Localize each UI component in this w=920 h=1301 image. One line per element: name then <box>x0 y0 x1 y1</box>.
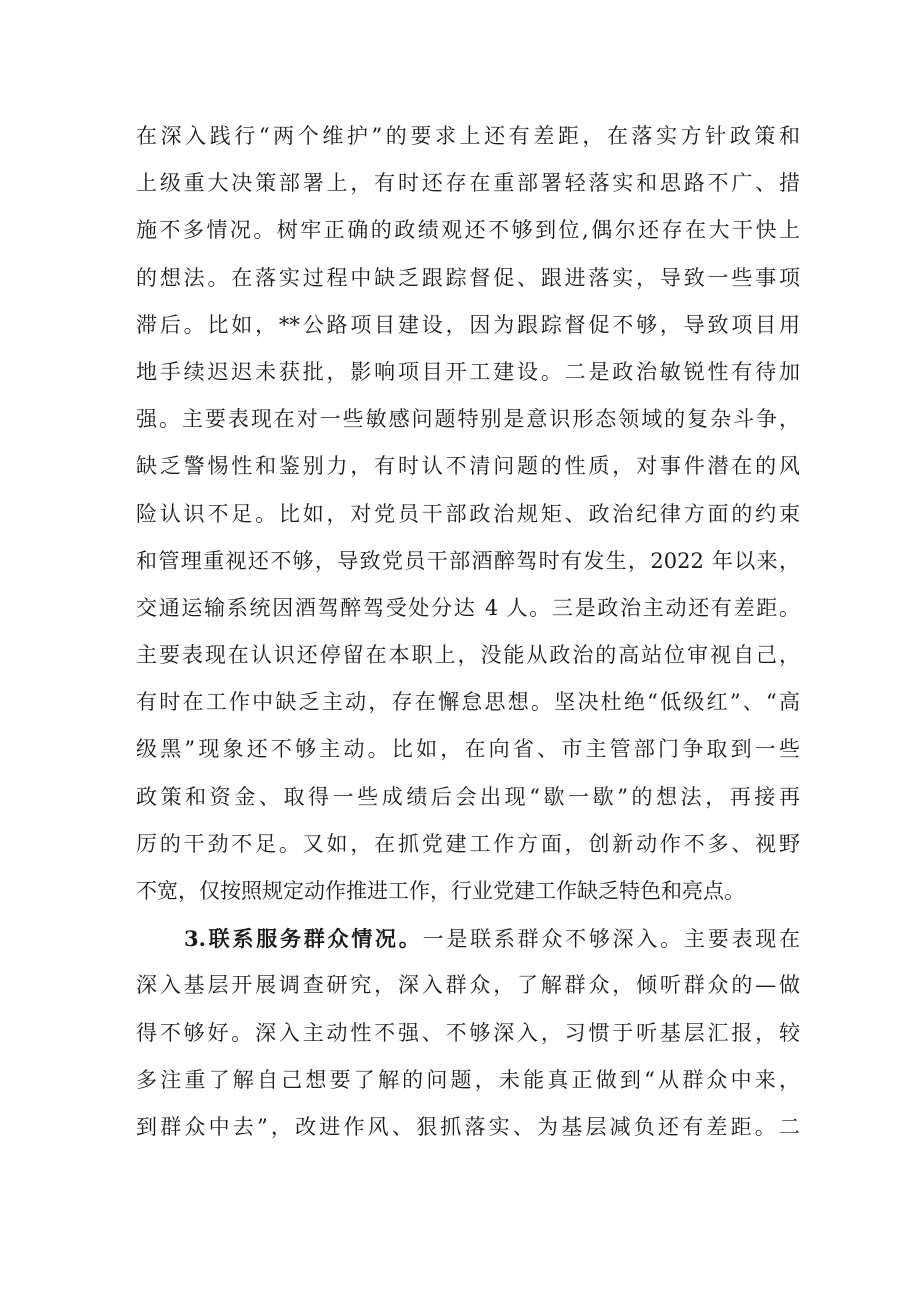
paragraph-line: 强。主要表现在对一些敏感问题特别是意识形态领域的复杂斗争， <box>136 407 800 432</box>
paragraph-line: 政策和资金、取得一些成绩后会出现“歇一歇”的想法，再接再 <box>136 784 800 809</box>
paragraph-line: 上级重大决策部署上，有时还存在重部署轻落实和思路不广、措 <box>136 171 800 196</box>
paragraph-line: 和管理重视还不够，导致党员干部酒醉驾时有发生，2022 年以来， <box>136 548 800 573</box>
paragraph-line: 深入基层开展调查研究，深入群众，了解群众，倾听群众的—做 <box>136 973 800 998</box>
paragraph-line: 施不多情况。树牢正确的政绩观还不够到位,偶尔还存在大干快上 <box>136 218 800 243</box>
paragraph-line: 滞后。比如，**公路项目建设，因为跟踪督促不够，导致项目用 <box>136 312 800 337</box>
paragraph-line: 多注重了解自己想要了解的问题，未能真正做到“从群众中来， <box>136 1067 800 1092</box>
paragraph-line: 险认识不足。比如，对党员干部政治规矩、政治纪律方面的约束 <box>136 501 800 526</box>
section-3-first-line <box>136 915 800 962</box>
section-3-heading: 3.联系服务群众情况。 <box>184 926 423 952</box>
paragraph-line: 的想法。在落实过程中缺乏跟踪督促、跟进落实，导致一些事项 <box>136 265 800 290</box>
paragraph-line: 到群众中去”，改进作风、狠抓落实、为基层减负还有差距。二 <box>136 1114 800 1139</box>
paragraph-line: 有时在工作中缺乏主动，存在懈怠思想。坚决杜绝“低级红”、“高 <box>136 690 800 715</box>
paragraph-line: 级黑”现象还不够主动。比如，在向省、市主管部门争取到一些 <box>136 737 800 762</box>
paragraph-line: 地手续迟迟未获批，影响项目开工建设。二是政治敏锐性有待加 <box>136 359 800 384</box>
section-3-first-line-text: 一是联系群众不够深入。主要表现在 <box>422 927 800 952</box>
paragraph-line: 不宽，仅按照规定动作推进工作，行业党建工作缺乏特色和亮点。 <box>136 879 745 903</box>
paragraph-line: 在深入践行“两个维护”的要求上还有差距，在落实方针政策和 <box>136 124 800 148</box>
paragraph-line: 厉的干劲不足。又如，在抓党建工作方面，创新动作不多、视野 <box>136 831 800 856</box>
paragraph-line: 主要表现在认识还停留在本职上，没能从政治的高站位审视自己， <box>136 643 800 668</box>
paragraph-line: 交通运输系统因酒驾醉驾受处分达 4 人。三是政治主动还有差距。 <box>136 595 800 620</box>
paragraph-line: 得不够好。深入主动性不强、不够深入，习惯于听基层汇报，较 <box>136 1020 800 1045</box>
body-text <box>136 113 800 1151</box>
paragraph-line: 缺乏警惕性和鉴别力，有时认不清问题的性质，对事件潜在的风 <box>136 454 800 479</box>
